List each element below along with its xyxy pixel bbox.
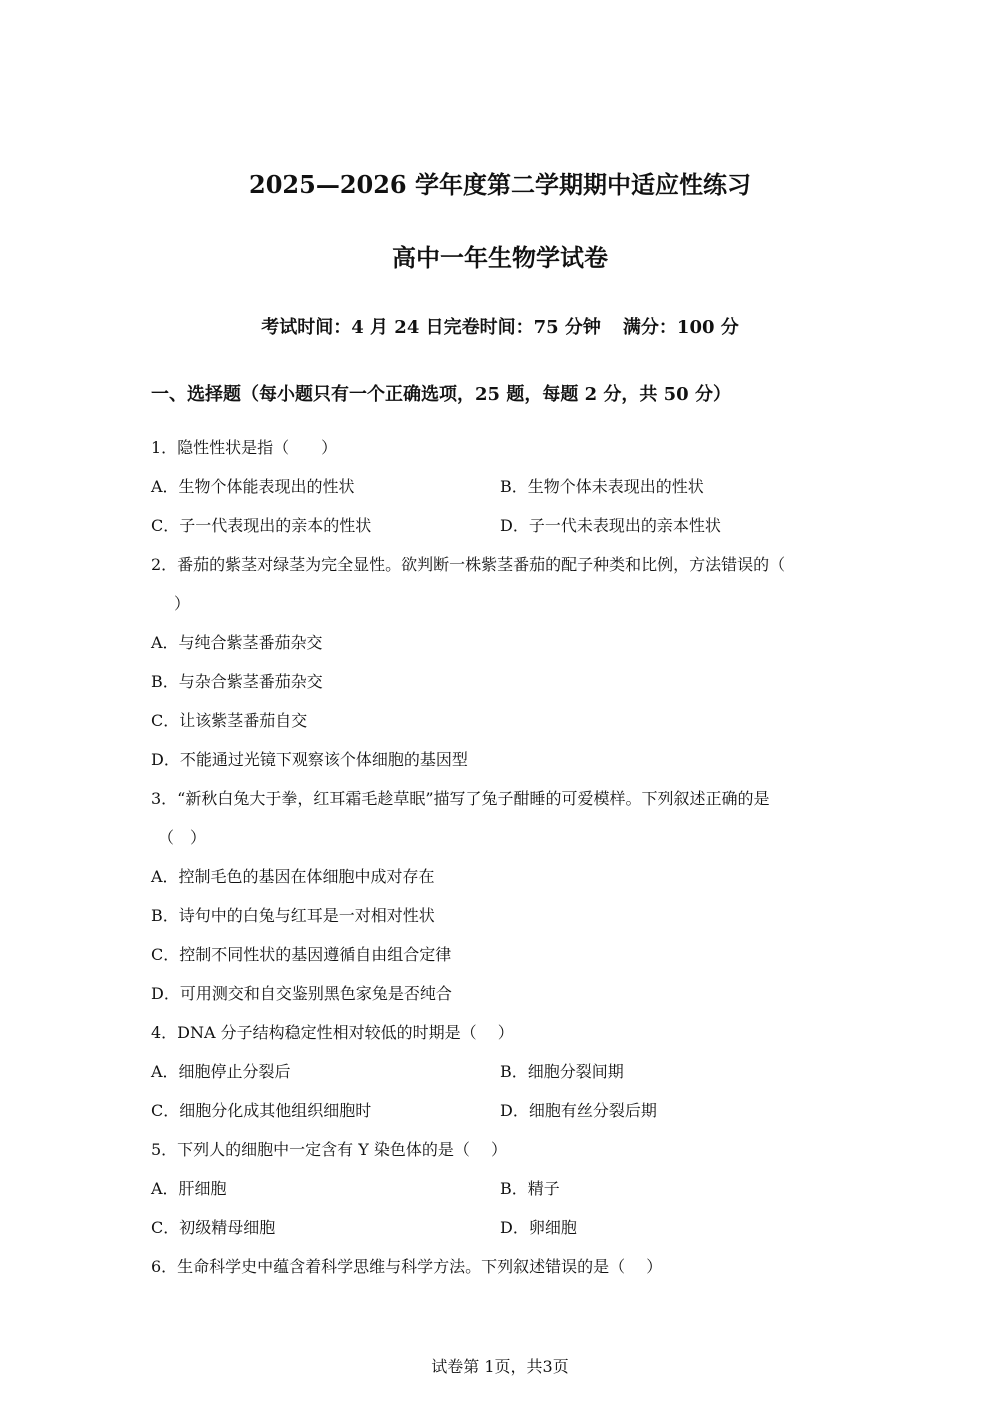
option-a: A．控制毛色的基因在体细胞中成对存在 [151, 867, 435, 886]
full-score: 满分：100 分 [622, 317, 739, 338]
option-a: A．细胞停止分裂后 [151, 1062, 291, 1081]
option-a: A．肝细胞 [151, 1179, 227, 1198]
question-stem-continued: （ ） [158, 828, 207, 847]
option-d: D．子一代未表现出的亲本性状 [500, 516, 721, 535]
option-d: D．卵细胞 [500, 1218, 577, 1237]
exam-info [0, 315, 1000, 341]
question-stem: 1．隐性性状是指（ ） [151, 438, 338, 457]
option-b: B．精子 [500, 1179, 560, 1198]
option-b: B．诗句中的白兔与红耳是一对相对性状 [151, 906, 435, 925]
section-heading: 一、选择题（每小题只有一个正确选项，25 题，每题 2 分，共 50 分） [151, 384, 731, 405]
option-c: C．初级精母细胞 [151, 1218, 276, 1237]
option-b: B．细胞分裂间期 [500, 1062, 624, 1081]
question-stem: 6．生命科学史中蕴含着科学思维与科学方法。下列叙述错误的是（ ） [151, 1257, 663, 1276]
option-c: C．让该紫茎番茄自交 [151, 711, 308, 730]
exam-subtitle: 高中一年生物学试卷 [392, 243, 608, 272]
question-stem: 3．“新秋白兔大于拳，红耳霜毛趁草眠”描写了兔子酣睡的可爱模样。下列叙述正确的是 [151, 789, 770, 808]
option-a: A．生物个体能表现出的性状 [151, 477, 355, 496]
question-stem: 2．番茄的紫茎对绿茎为完全显性。欲判断一株紫茎番茄的配子种类和比例，方法错误的（ [151, 555, 786, 574]
option-d: D．不能通过光镜下观察该个体细胞的基因型 [151, 750, 468, 769]
option-b: B．生物个体未表现出的性状 [500, 477, 704, 496]
page-footer: 试卷第 1页，共3页 [431, 1357, 569, 1376]
option-c: C．细胞分化成其他组织细胞时 [151, 1101, 372, 1120]
exam-title: 2025—2026 学年度第二学期期中适应性练习 [249, 170, 751, 199]
question-stem: 5．下列人的细胞中一定含有 Y 染色体的是（ ） [151, 1140, 508, 1159]
question-stem-continued: ） [158, 594, 191, 613]
option-b: B．与杂合紫茎番茄杂交 [151, 672, 323, 691]
exam-time: 考试时间：4 月 24 日完卷时间：75 分钟 [261, 317, 601, 338]
option-c: C．控制不同性状的基因遵循自由组合定律 [151, 945, 452, 964]
option-d: D．可用测交和自交鉴别黑色家兔是否纯合 [151, 984, 452, 1003]
option-c: C．子一代表现出的亲本的性状 [151, 516, 372, 535]
option-d: D．细胞有丝分裂后期 [500, 1101, 657, 1120]
question-stem: 4．DNA 分子结构稳定性相对较低的时期是（ ） [151, 1023, 514, 1042]
option-a: A．与纯合紫茎番茄杂交 [151, 633, 323, 652]
